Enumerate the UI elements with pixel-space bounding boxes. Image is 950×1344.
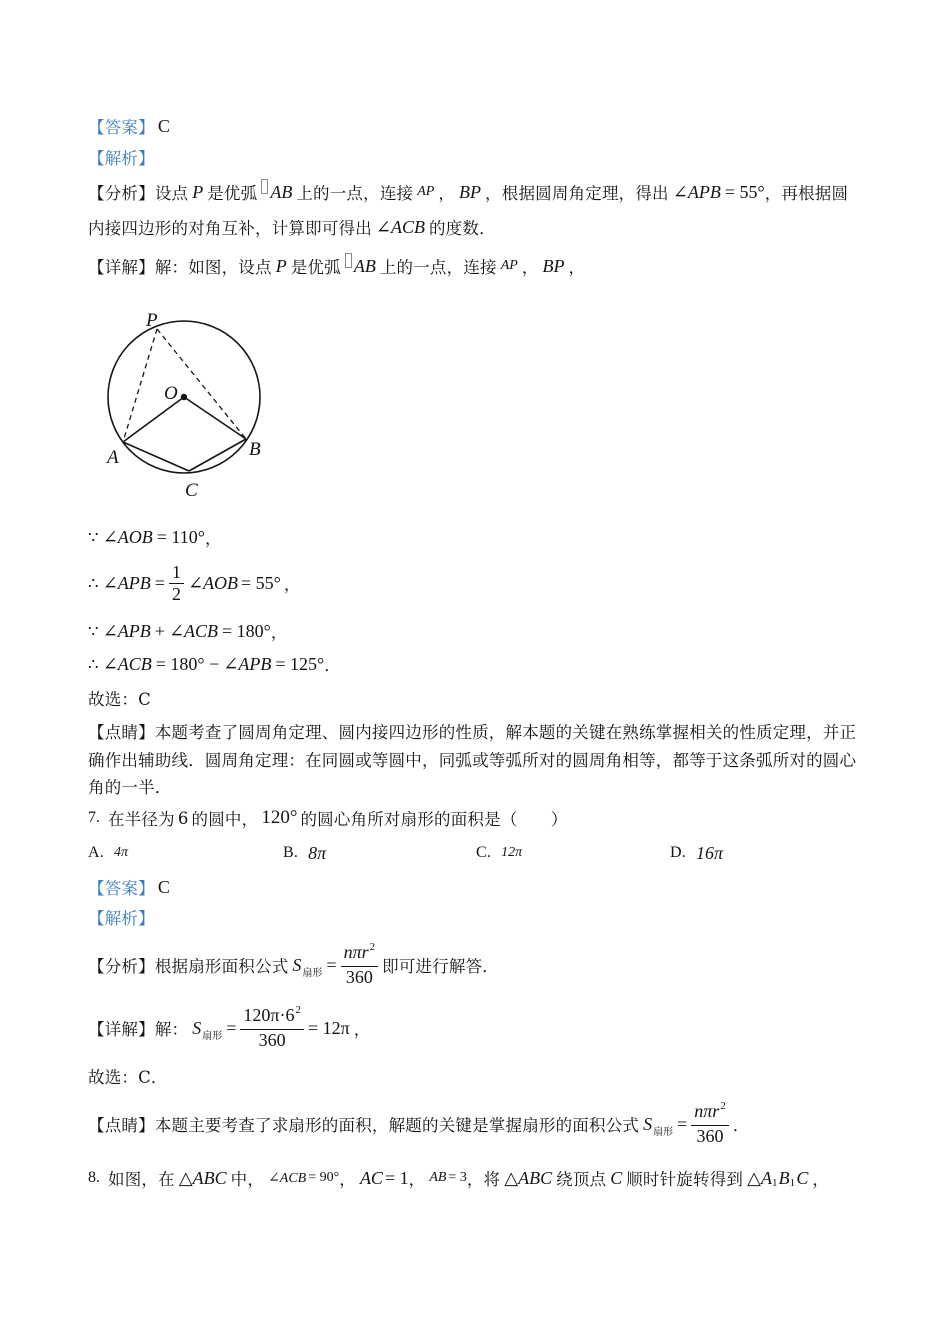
text: ， [353, 1020, 371, 1039]
math-ab: AB [270, 181, 293, 202]
subscript-one: 1 [771, 1177, 778, 1189]
q7-xiangjie-line [88, 1004, 370, 1052]
segment-ac [123, 442, 189, 471]
fraction-numerator [240, 1005, 304, 1030]
q6-analysis-label-line [88, 145, 155, 169]
option-b [283, 841, 330, 865]
math-middle: = 180° − [155, 653, 220, 674]
q6-xiangjie-line [88, 254, 585, 278]
math-value: = 3 [448, 1170, 467, 1185]
text: 角的一半． [88, 778, 172, 797]
angle-value: 120° [261, 807, 298, 828]
answer-value: C [157, 876, 170, 897]
option-letter: C. [476, 844, 492, 861]
text: ， [521, 258, 539, 277]
q8-stem [88, 1166, 829, 1190]
segment-cb [189, 439, 246, 471]
fraction-one-half [169, 562, 184, 605]
analysis-label: 【解析】 [88, 909, 155, 928]
subscript-sector: 扇形 [653, 1126, 674, 1138]
math-angle-apb: ∠APB [672, 181, 721, 202]
text: ， [408, 1170, 426, 1189]
q6-dianjing-line-2 [88, 747, 856, 771]
sector-area-fraction [341, 942, 379, 988]
text: ， [204, 529, 222, 548]
fraction-numerator [341, 942, 379, 967]
math-value: = 12π [307, 1017, 350, 1038]
fraction-numerator [691, 1101, 729, 1126]
subscript-one: 1 [789, 1177, 796, 1189]
xiangjie-label: 【详解】 [88, 258, 155, 277]
option-d [670, 841, 727, 865]
text: ， [339, 1170, 356, 1189]
text: 内接四边形的对角互补，计算即可得出 [88, 219, 372, 238]
therefore-symbol: ∴ [88, 573, 99, 593]
math-equals: = [154, 572, 165, 593]
math-angle-acb: ∠ACB [375, 216, 425, 237]
text: ，再根据圆 [764, 184, 849, 203]
q6-fenxi-line-2 [88, 215, 496, 239]
math-ac: AC [359, 1167, 383, 1188]
q6-step-4 [88, 652, 341, 676]
option-value: 16π [695, 842, 723, 863]
math-ap: AP [417, 184, 435, 199]
fraction-denominator: 360 [345, 967, 373, 987]
answer-label: 【答案】 [88, 879, 155, 898]
text: ， [438, 184, 456, 203]
math-value: = 125° [275, 653, 325, 674]
numerator-exponent: 2 [720, 1100, 726, 1112]
text: 的圆中， [191, 810, 259, 829]
text: 上的一点，连接 [296, 184, 414, 203]
math-angle-apb: ∠APB [102, 572, 151, 593]
option-c [476, 841, 526, 865]
text: 上的一点，连接 [379, 258, 497, 277]
radius-value: 6 [177, 808, 189, 828]
dianjing-label: 【点睛】 [88, 1116, 155, 1135]
numerator-exponent: 2 [369, 941, 376, 953]
choose-text: 故选：C [88, 690, 151, 709]
fraction-denominator: 2 [171, 583, 181, 604]
label-a: A [107, 447, 119, 468]
math-triangle-abc: △ABC [178, 1167, 227, 1188]
math-angle-apb: ∠APB [223, 653, 272, 674]
q7-analysis-label-line [88, 905, 155, 929]
q6-answer-line [88, 114, 173, 138]
math-triangle-abc: △ABC [504, 1167, 553, 1188]
text: ， [568, 258, 586, 277]
text: 根据扇形面积公式 [154, 957, 289, 976]
text: 是优弧 [290, 258, 341, 277]
fraction-numerator: 1 [169, 562, 184, 584]
numerator-text: 120π·6 [243, 1005, 295, 1025]
math-c: C [610, 1167, 623, 1188]
missing-arc-glyph [261, 179, 268, 194]
math-plus: + [154, 620, 165, 641]
text: 如图，在 [108, 1170, 175, 1189]
dianjing-label: 【点睛】 [88, 723, 155, 742]
text: 解：如图，设点 [154, 258, 272, 277]
math-bp: BP [542, 255, 565, 276]
q7-choose-line [88, 1064, 168, 1088]
label-c: C [185, 480, 198, 500]
numerator-text: nπr [343, 942, 369, 962]
math-value: = 1 [384, 1167, 409, 1188]
math-ap: AP [500, 258, 518, 273]
math-angle-acb: ∠ACB [168, 620, 219, 641]
text: 本题考查了圆周角定理、圆内接四边形的性质，解本题的关键在熟练掌握相关的性质定理，并正 [154, 723, 857, 742]
text: 是优弧 [207, 184, 258, 203]
text: 解： [154, 1020, 189, 1039]
q6-dianjing-line-3 [88, 774, 172, 798]
math-bp: BP [459, 181, 482, 202]
numerator-exponent: 2 [295, 1004, 301, 1016]
missing-arc-glyph [345, 253, 352, 268]
text: 绕顶点 [556, 1170, 607, 1189]
therefore-symbol: ∴ [88, 654, 99, 674]
text: ，将 [466, 1170, 501, 1189]
math-ab: AB [429, 1170, 447, 1185]
sector-area-fraction [240, 1005, 304, 1051]
fenxi-label: 【分析】 [88, 957, 155, 976]
math-angle-acb: ∠ACB [102, 653, 152, 674]
segment-ob [184, 397, 246, 439]
text: ． [732, 1116, 750, 1135]
xiangjie-label: 【详解】 [88, 1020, 155, 1039]
answer-label: 【答案】 [88, 118, 155, 137]
text: ， [283, 575, 301, 594]
q6-step-2 [88, 559, 301, 607]
math-triangle-a1-part: △A [747, 1167, 772, 1188]
center-point-o [181, 394, 187, 400]
text: 的度数． [428, 219, 496, 238]
text: 设点 [154, 184, 189, 203]
math-triangle-c-part: C [796, 1167, 809, 1188]
q7-answer-line [88, 875, 173, 899]
label-o: O [164, 383, 178, 404]
circle-geometry-figure [100, 305, 280, 500]
subscript-sector: 扇形 [202, 1030, 223, 1042]
math-s: S [292, 954, 302, 975]
option-a [88, 841, 132, 865]
sector-area-fraction [691, 1101, 729, 1147]
label-b: B [249, 439, 261, 460]
option-value: 8π [308, 842, 327, 863]
math-value: = 55° [241, 572, 281, 593]
q6-dianjing-line-1 [88, 719, 856, 743]
q7-dianjing-line [88, 1100, 750, 1148]
text: 中， [230, 1170, 265, 1189]
label-p: P [146, 310, 158, 331]
text: 顺时针旋转得到 [626, 1170, 744, 1189]
math-angle-aob: ∠AOB [187, 572, 239, 593]
fraction-denominator: 360 [696, 1126, 724, 1146]
text: 即可进行解答． [382, 957, 500, 976]
math-value: = 180° [222, 620, 271, 641]
choose-text: 故选：C． [88, 1068, 168, 1087]
answer-value: C [157, 115, 170, 136]
math-value: = 110° [156, 526, 205, 547]
math-triangle-b1-part: B [778, 1167, 790, 1188]
q7-fenxi-line [88, 941, 499, 989]
math-s: S [192, 1017, 202, 1038]
text: ，根据圆周角定理，得出 [485, 184, 669, 203]
q6-choose-line [88, 686, 151, 710]
text: ． [324, 656, 341, 675]
option-letter: A. [88, 844, 104, 861]
math-p: P [275, 255, 287, 276]
math-equals: = [226, 1017, 237, 1038]
math-angle-value: = 55° [724, 181, 765, 202]
math-equals: = [677, 1113, 688, 1134]
option-value: 4π [113, 845, 128, 860]
fenxi-label: 【分析】 [88, 184, 155, 203]
math-value: = 90° [308, 1170, 340, 1185]
because-symbol: ∵ [88, 621, 99, 641]
math-angle-aob: ∠AOB [102, 526, 153, 547]
math-s: S [643, 1113, 653, 1134]
math-angle-acb: ∠ACB [268, 1170, 307, 1186]
q6-step-3 [88, 619, 288, 643]
because-symbol: ∵ [88, 527, 99, 547]
text: ， [812, 1170, 830, 1189]
subscript-sector: 扇形 [302, 967, 323, 979]
text: 本题主要考查了求扇形的面积，解题的关键是掌握扇形的面积公式 [154, 1116, 640, 1135]
text: 的圆心角所对扇形的面积是（ ） [300, 810, 568, 829]
q6-step-1 [88, 525, 222, 549]
text: 确作出辅助线．圆周角定理：在同圆或等圆中，同弧或等弧所对的圆周角相等，都等于这条弧所对的圆心 [88, 751, 857, 770]
q7-stem [88, 806, 568, 830]
option-letter: D. [670, 844, 686, 861]
math-p: P [192, 181, 204, 202]
fraction-denominator: 360 [258, 1030, 286, 1050]
option-value: 12π [501, 845, 523, 860]
option-letter: B. [283, 844, 299, 861]
math-angle-apb: ∠APB [102, 620, 151, 641]
math-equals: = [326, 954, 337, 975]
question-number: 8. [88, 1169, 100, 1186]
analysis-label: 【解析】 [88, 149, 155, 168]
math-ab: AB [353, 255, 376, 276]
text: 在半径为 [108, 810, 175, 829]
question-number: 7. [88, 809, 100, 826]
q6-fenxi-line-1 [88, 180, 848, 204]
numerator-text: nπr [694, 1101, 720, 1121]
text: ， [270, 623, 288, 642]
